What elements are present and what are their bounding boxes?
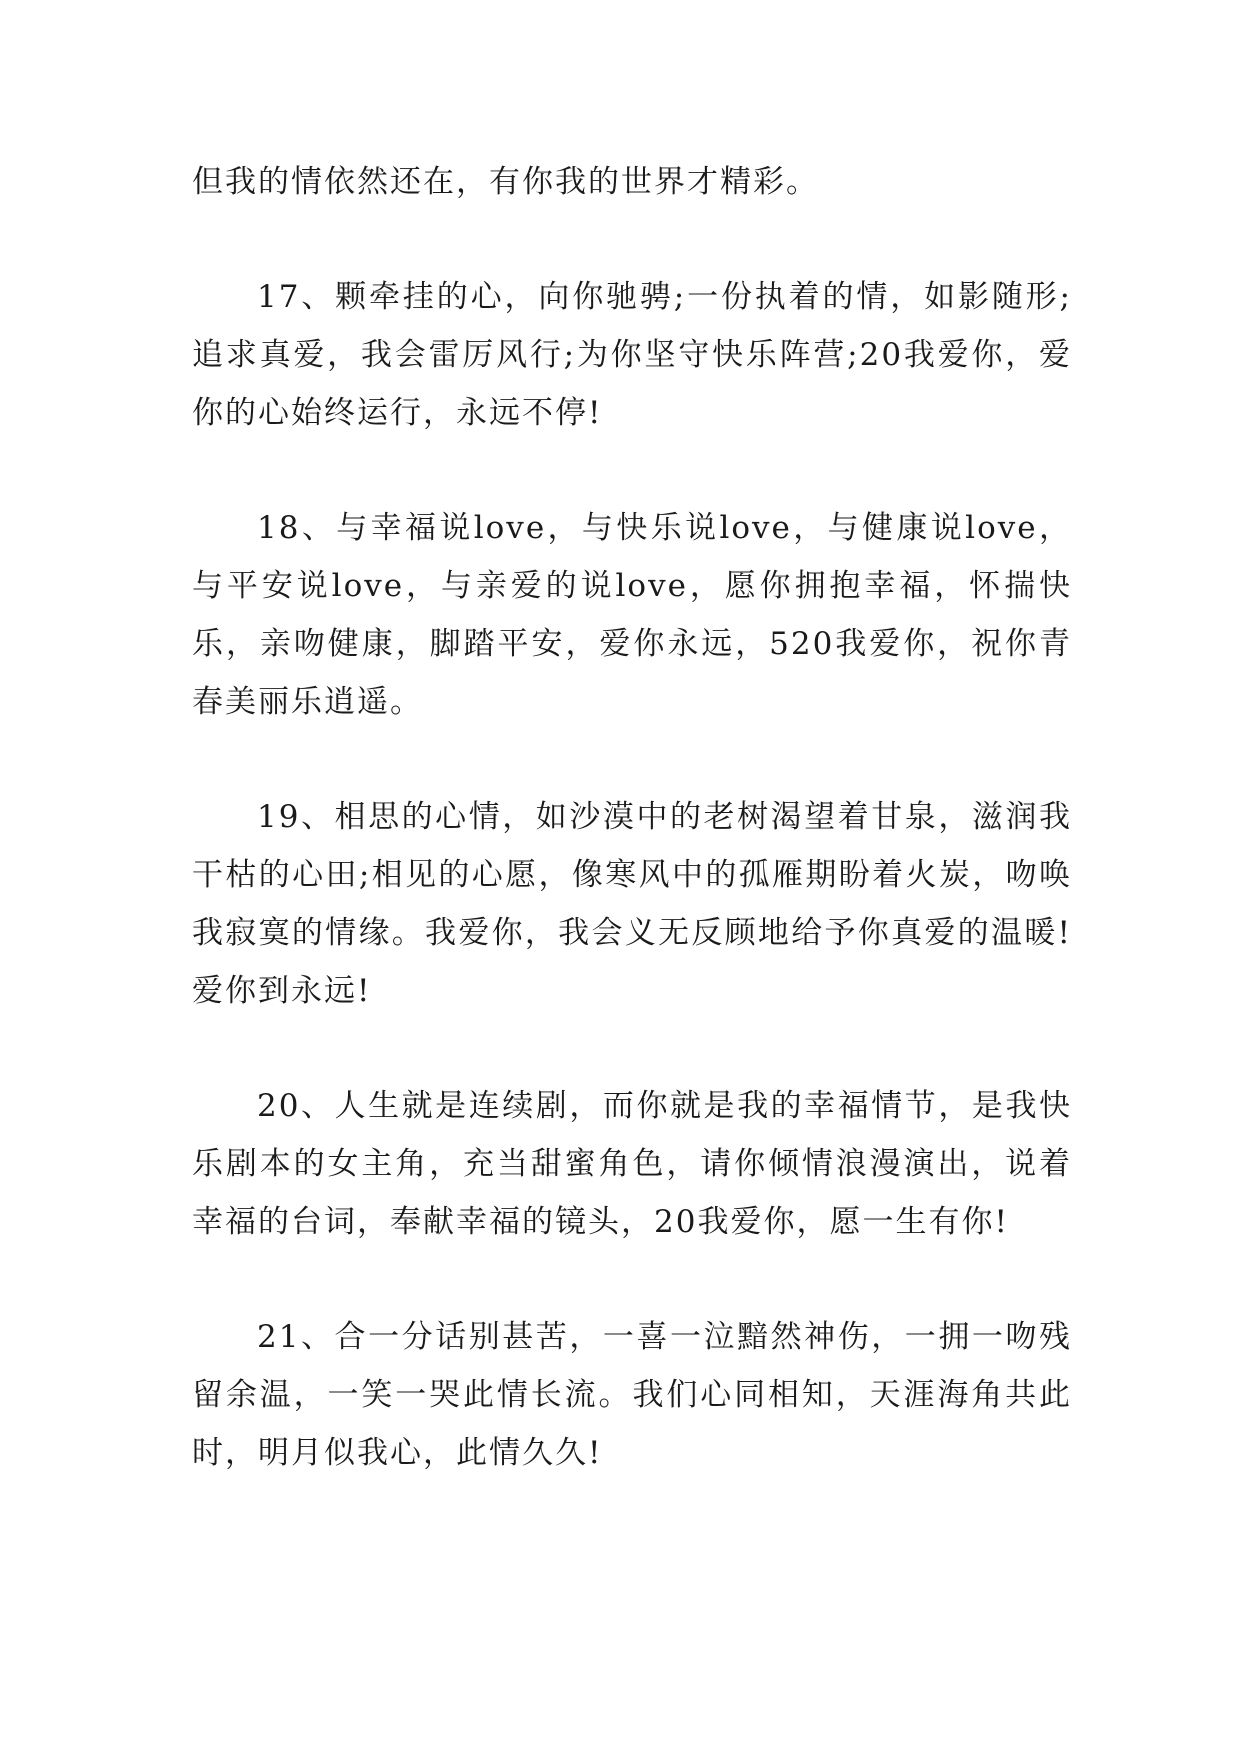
- paragraph-19: 19、相思的心情，如沙漠中的老树渴望着甘泉，滋润我干枯的心田;相见的心愿，像寒风中的孤雁期盼着火炭，吻唤我寂寞的情缘。我爱你，我会义无反顾地给予你真爱的温暖!爱你到永远!: [192, 799, 1072, 1009]
- paragraph-17: 17、颗牵挂的心，向你驰骋;一份执着的情，如影随形;追求真爱，我会雷厉风行;为你坚守快乐阵营;20我爱你，爱你的心始终运行，永远不停!: [192, 279, 1072, 431]
- paragraph-continuation: 但我的情依然还在，有你我的世界才精彩。: [192, 164, 819, 200]
- paragraph-21: 21、合一分话别甚苦，一喜一泣黯然神伤，一拥一吻残留余温，一笑一哭此情长流。我们心同相知，天涯海角共此时，明月似我心，此情久久!: [192, 1319, 1072, 1471]
- document-body: [192, 153, 1072, 1539]
- paragraph-20: 20、人生就是连续剧，而你就是我的幸福情节，是我快乐剧本的女主角，充当甜蜜角色，请你倾情浪漫演出，说着幸福的台词，奉献幸福的镜头，20我爱你，愿一生有你!: [192, 1088, 1072, 1240]
- paragraph-18: 18、与幸福说love，与快乐说love，与健康说love，与平安说love，与亲爱的说love，愿你拥抱幸福，怀揣快乐，亲吻健康，脚踏平安，爱你永远，520我爱你，祝你青春美丽乐逍遥。: [192, 510, 1072, 720]
